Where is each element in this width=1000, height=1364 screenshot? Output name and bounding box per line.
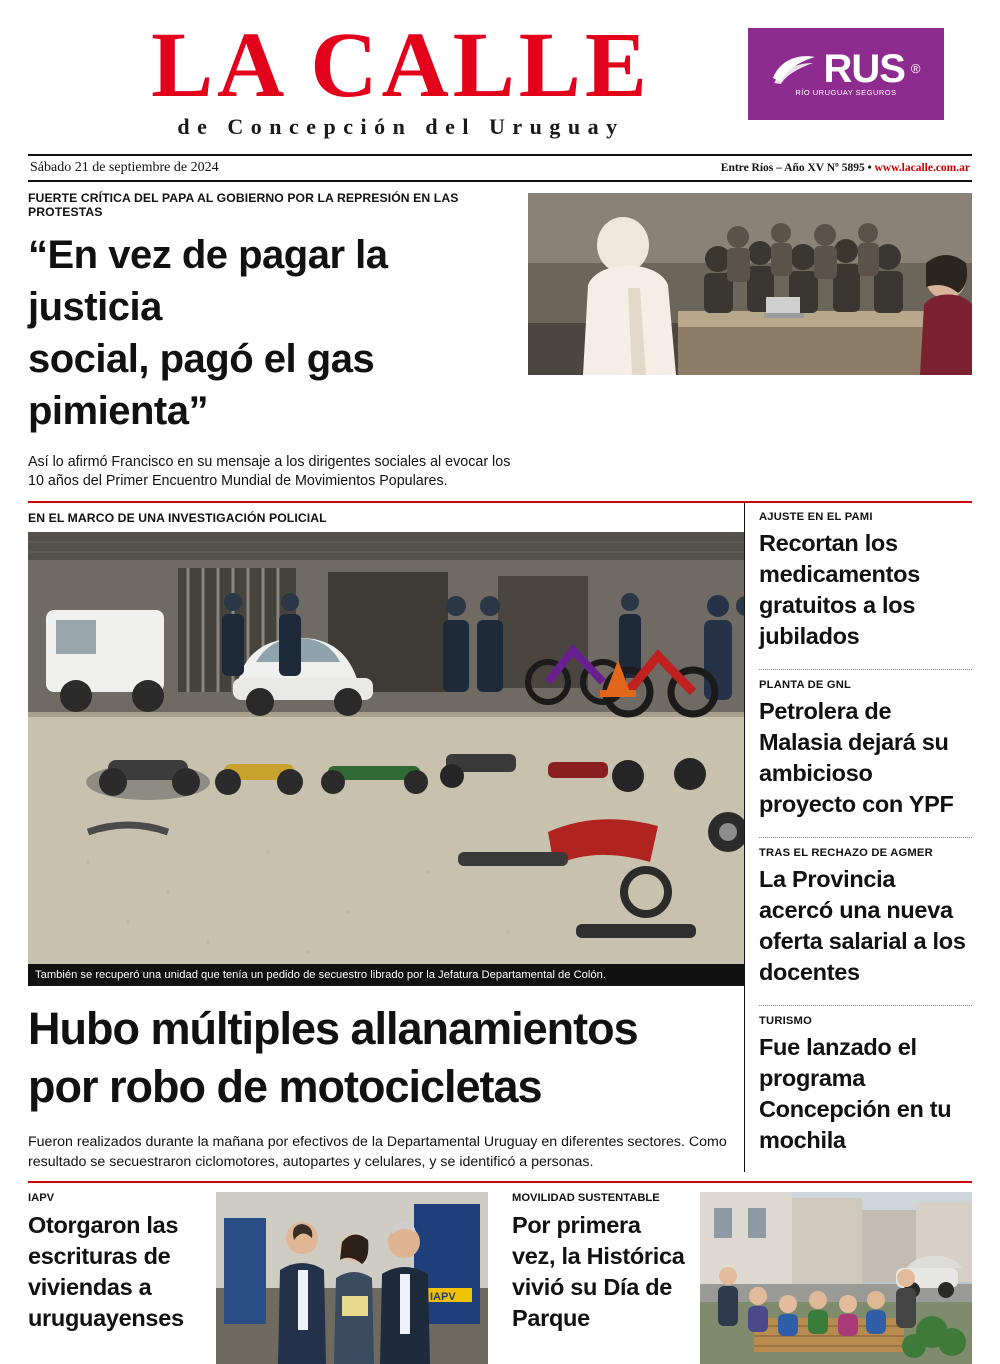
rus-advertisement[interactable] (748, 28, 944, 120)
svg-text:IAPV: IAPV (430, 1291, 456, 1303)
lead-story (28, 182, 972, 491)
rus-registered-mark: ® (910, 61, 921, 76)
rus-brand-text: RUS (823, 46, 905, 91)
sidebar-item-gnl[interactable] (759, 679, 972, 828)
sidebar-divider (759, 837, 972, 838)
main-photo (28, 532, 744, 964)
sidebar-headline: Recortan los medicamentos gratuitos a los jubilados (759, 530, 920, 649)
sidebar-headline: La Provincia acercó una nueva oferta salarial a los docentes (759, 866, 966, 985)
bottom-item-movilidad[interactable] (512, 1192, 972, 1364)
sidebar-divider (759, 669, 972, 670)
publication-date: Sábado 21 de septiembre de 2024 (30, 160, 219, 175)
rus-tagline: RÍO URUGUAY SEGUROS (795, 87, 897, 97)
bottom-text (28, 1192, 206, 1364)
main-photo-caption: También se recuperó una unidad que tenía un pedido de secuestro librado por la Jefatura Departamental de Colón. (28, 964, 744, 986)
main-headline-line1: Hubo múltiples allanamientos (28, 1003, 638, 1054)
bottom-headline: Otorgaron las escrituras de viviendas a uruguayenses (28, 1212, 184, 1331)
website-url[interactable]: www.lacalle.com.ar (874, 162, 970, 174)
sidebar-column (744, 503, 972, 1172)
main-headline[interactable] (28, 1000, 730, 1116)
main-story (28, 503, 744, 1172)
sidebar-kicker: TRAS EL RECHAZO DE AGMER (759, 847, 933, 859)
bottom-text (512, 1192, 690, 1364)
main-kicker: EN EL MARCO DE UNA INVESTIGACIÓN POLICIAL (28, 511, 327, 525)
lead-photo (528, 193, 972, 375)
bottom-item-iapv[interactable] (28, 1192, 488, 1364)
dateline-bar (28, 154, 972, 182)
newspaper-logo (56, 14, 746, 140)
main-headline-line2: por robo de motocicletas (28, 1061, 542, 1112)
rus-swoosh-icon (771, 52, 817, 86)
sidebar-headline: Fue lanzado el programa Concepción en tu mochila (759, 1034, 952, 1153)
masthead (28, 0, 972, 150)
sidebar-item-turismo[interactable] (759, 1015, 972, 1164)
newspaper-title: LA CALLE (151, 14, 651, 117)
middle-section (28, 503, 972, 1172)
sidebar-item-agmer[interactable] (759, 847, 972, 996)
bottom-kicker: IAPV (28, 1192, 55, 1204)
sidebar-kicker: TURISMO (759, 1015, 812, 1027)
bottom-kicker: MOVILIDAD SUSTENTABLE (512, 1192, 660, 1204)
newspaper-subtitle: de Concepción del Uruguay (177, 114, 625, 139)
lead-subhead: Así lo afirmó Francisco en su mensaje a los dirigentes sociales al evocar los 10 años del Primer Encuentro Mundial de Movimientos Populares. (28, 454, 511, 489)
bottom-photo-movilidad (700, 1192, 972, 1364)
sidebar-item-pami[interactable] (759, 511, 972, 660)
bottom-photo-iapv (216, 1192, 488, 1364)
main-subhead: Fueron realizados durante la mañana por efectivos de la Departamental Uruguay en diferentes sectores. Como resultado se secuestraron ciclomotores, autopartes y celulares, y se identificó a personas. (28, 1134, 727, 1170)
lead-headline-line2: social, pagó el gas pimienta” (28, 337, 375, 433)
lead-story-text (28, 191, 514, 491)
edition-info (721, 162, 972, 174)
sidebar-kicker: PLANTA DE GNL (759, 679, 852, 691)
lead-headline-line1: “En vez de pagar la justicia (28, 233, 388, 329)
lead-headline[interactable] (28, 229, 514, 437)
edition-number: Entre Ríos – Año XV Nº 5895 • (720, 162, 875, 174)
bottom-headline: Por primera vez, la Histórica vivió su Día de Parque (512, 1212, 685, 1331)
lead-kicker: FUERTE CRÍTICA DEL PAPA AL GOBIERNO POR LA REPRESIÓN EN LAS PROTESTAS (28, 191, 459, 219)
sidebar-kicker: AJUSTE EN EL PAMI (759, 511, 873, 523)
sidebar-headline: Petrolera de Malasia dejará su ambicioso proyecto con YPF (759, 698, 954, 817)
sidebar-divider (759, 1005, 972, 1006)
bottom-strip (28, 1181, 972, 1364)
